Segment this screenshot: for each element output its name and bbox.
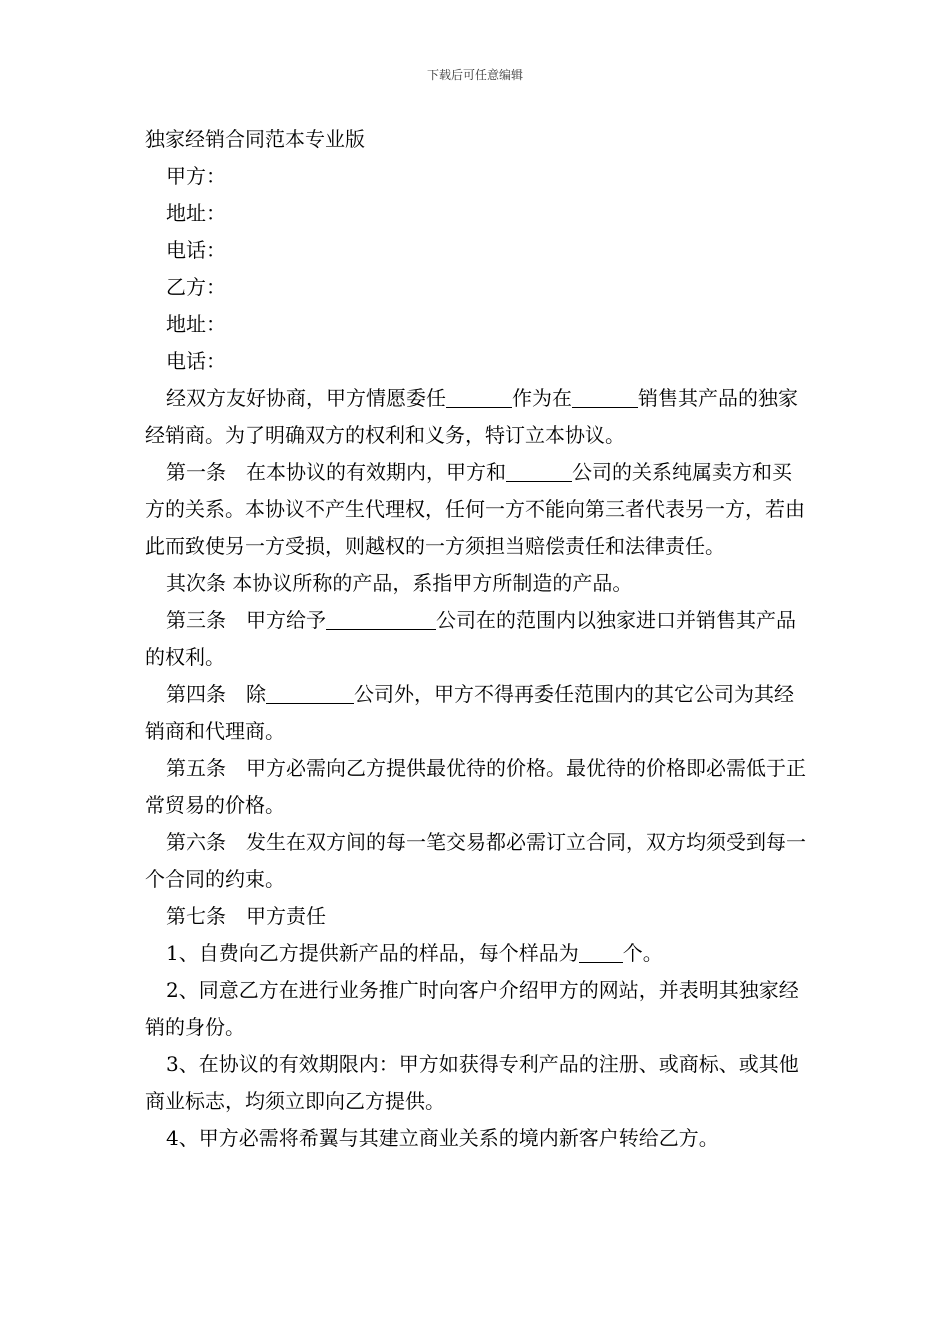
article-4-text-2: 公司外，甲方不得再委任范围内的其它公司为其经销商和代理商。 <box>145 682 794 743</box>
item-1-text-1: 1、自费向乙方提供新产品的样品，每个样品为 <box>166 941 579 965</box>
article-3-text-2: 公司在的范围内以独家进口并销售其产品的权利。 <box>145 608 796 669</box>
document-body <box>145 121 809 1157</box>
blank-line <box>572 385 638 408</box>
article-4-text-1: 第四条 除 <box>166 682 266 706</box>
article-7-item-4: 4、甲方必需将希翼与其建立商业关系的境内新客户转给乙方。 <box>166 1126 719 1150</box>
party-a-field: 甲方： <box>166 164 226 188</box>
article-2: 其次条 本协议所称的产品，系指甲方所制造的产品。 <box>166 571 633 595</box>
article-1 <box>145 454 809 565</box>
article-7-item-3: 3、在协议的有效期限内：甲方如获得专利产品的注册、或商标、或其他商业标志，均须立即向乙方提供。 <box>145 1052 799 1113</box>
party-a-phone-field: 电话： <box>166 238 226 262</box>
article-6: 第六条 发生在双方间的每一笔交易都必需订立合同，双方均须受到每一个合同的约束。 <box>145 830 806 891</box>
article-4 <box>145 676 809 750</box>
intro-text-2: 作为在 <box>512 386 572 410</box>
header-note: 下载后可任意编辑 <box>426 68 523 82</box>
party-b-address-field: 地址： <box>166 312 226 336</box>
intro-text-1: 经双方友好协商，甲方情愿委任 <box>166 386 446 410</box>
party-b-field: 乙方： <box>166 275 226 299</box>
blank-line <box>506 459 572 482</box>
article-7-item-2: 2、同意乙方在进行业务推广时向客户介绍甲方的网站，并表明其独家经销的身份。 <box>145 978 799 1039</box>
item-1-text-2: 个。 <box>622 941 663 965</box>
blank-line <box>326 607 436 630</box>
blank-line <box>266 681 354 704</box>
blank-line <box>446 385 512 408</box>
article-7-heading: 第七条 甲方责任 <box>166 904 326 928</box>
party-b-phone-field: 电话： <box>166 349 226 373</box>
article-3 <box>145 602 809 676</box>
document-title: 独家经销合同范本专业版 <box>145 127 365 151</box>
article-7-item-1 <box>145 935 809 972</box>
blank-line <box>579 940 623 963</box>
article-5: 第五条 甲方必需向乙方提供最优待的价格。最优待的价格即必需低于正常贸易的价格。 <box>145 756 806 817</box>
article-3-text-1: 第三条 甲方给予 <box>166 608 326 632</box>
party-a-address-field: 地址： <box>166 201 226 225</box>
intro-text-3: 销售其产品的独家经销商。为了明确双方的权利和义务，特订立本协议。 <box>145 386 798 447</box>
article-1-text-2: 公司的关系纯属卖方和买方的关系。本协议不产生代理权，任何一方不能向第三者代表另一方，若由此而致使另一方受损，则越权的一方须担当赔偿责任和法律责任。 <box>145 460 805 558</box>
intro-paragraph <box>145 380 809 454</box>
article-1-text-1: 第一条 在本协议的有效期内，甲方和 <box>166 460 506 484</box>
